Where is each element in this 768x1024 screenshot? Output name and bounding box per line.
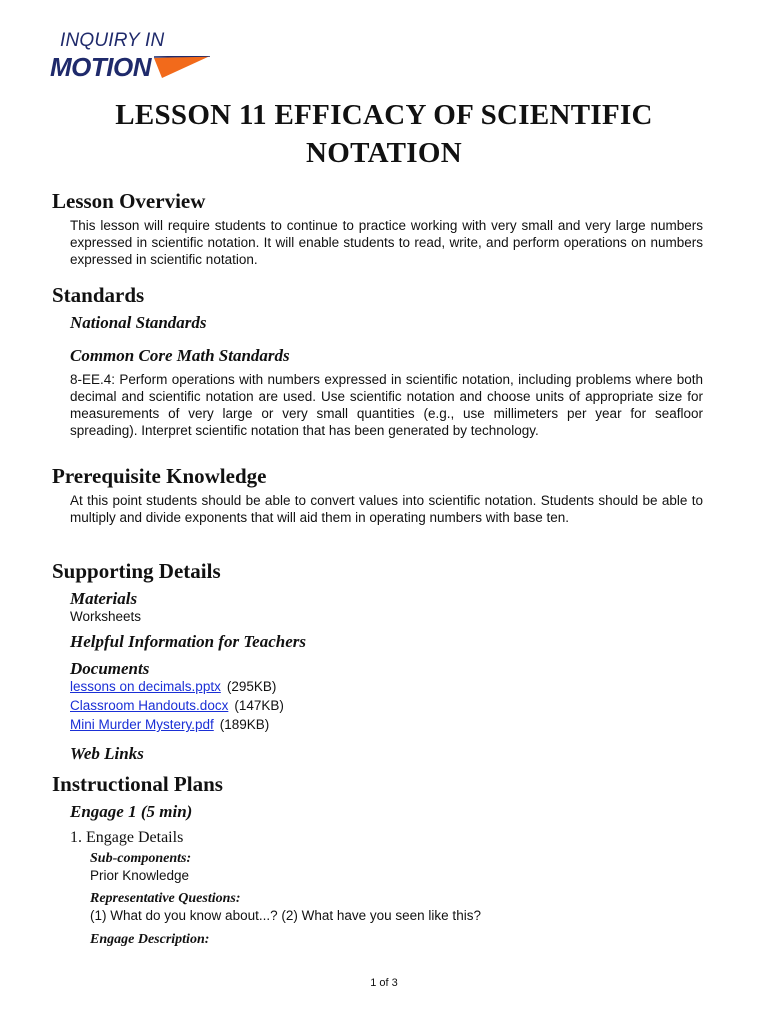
page-number: 1 of 3 (370, 977, 398, 989)
prerequisite-heading: Prerequisite Knowledge (52, 464, 267, 488)
common-core-text: 8-EE.4: Perform operations with numbers expressed in scientific notation, including problems where both decimal and scientific notation are used. Use scientific notation and choose units of appropriate size for measurements of very large or very small quantities (e.g., use millimeters per year for seafloor spreading). Interpret scientific notation that has been generated by technology. (70, 372, 703, 438)
instructional-plans-heading: Instructional Plans (52, 772, 223, 796)
common-core-heading: Common Core Math Standards (70, 346, 290, 365)
engage-description-heading: Engage Description: (90, 932, 210, 947)
document-link[interactable]: lessons on decimals.pptx (70, 679, 221, 694)
engage-details: 1. Engage Details (70, 829, 184, 846)
logo-line1: INQUIRY IN (60, 30, 165, 51)
prerequisite-text: At this point students should be able to convert values into scientific notation. Students should be able to multiply and divide exponents that will aid them in operating numbers with base ten. (70, 493, 703, 525)
title-line1: LESSON 11 EFFICACY OF SCIENTIFIC (115, 99, 653, 131)
title-line2: NOTATION (305, 137, 462, 169)
supporting-details-heading: Supporting Details (52, 559, 221, 583)
logo-line2: MOTION (50, 52, 151, 82)
subcomponents-heading: Sub-components: (90, 851, 192, 866)
representative-questions-heading: Representative Questions: (90, 891, 241, 906)
materials-heading: Materials (70, 589, 138, 608)
document-link[interactable]: Mini Murder Mystery.pdf (70, 717, 214, 732)
materials-text: Worksheets (70, 609, 142, 624)
national-standards-heading: National Standards (70, 313, 207, 332)
helpful-info-heading: Helpful Information for Teachers (70, 632, 306, 651)
document-row (70, 678, 276, 695)
lesson-overview-text: This lesson will require students to continue to practice working with very small and very large numbers expressed in scientific notation. It will enable students to read, write, and perform operations on numbers expressed in scientific notation. (70, 218, 703, 267)
document-size: (147KB) (234, 698, 284, 713)
standards-heading: Standards (52, 283, 145, 307)
documents-heading: Documents (70, 659, 150, 678)
document-link[interactable]: Classroom Handouts.docx (70, 698, 229, 713)
web-links-heading: Web Links (70, 744, 144, 763)
logo-swoosh-icon (154, 56, 210, 80)
representative-questions-text: (1) What do you know about...? (2) What have you seen like this? (90, 908, 481, 923)
page-title (0, 96, 768, 172)
engage-heading: Engage 1 (5 min) (70, 802, 193, 821)
document-size: (295KB) (226, 679, 277, 694)
document-row (70, 716, 269, 733)
document-size: (189KB) (219, 717, 270, 732)
document-row (70, 697, 284, 714)
lesson-overview-heading: Lesson Overview (52, 189, 206, 213)
inquiry-in-motion-logo (50, 30, 210, 84)
subcomponents-text: Prior Knowledge (90, 868, 190, 883)
